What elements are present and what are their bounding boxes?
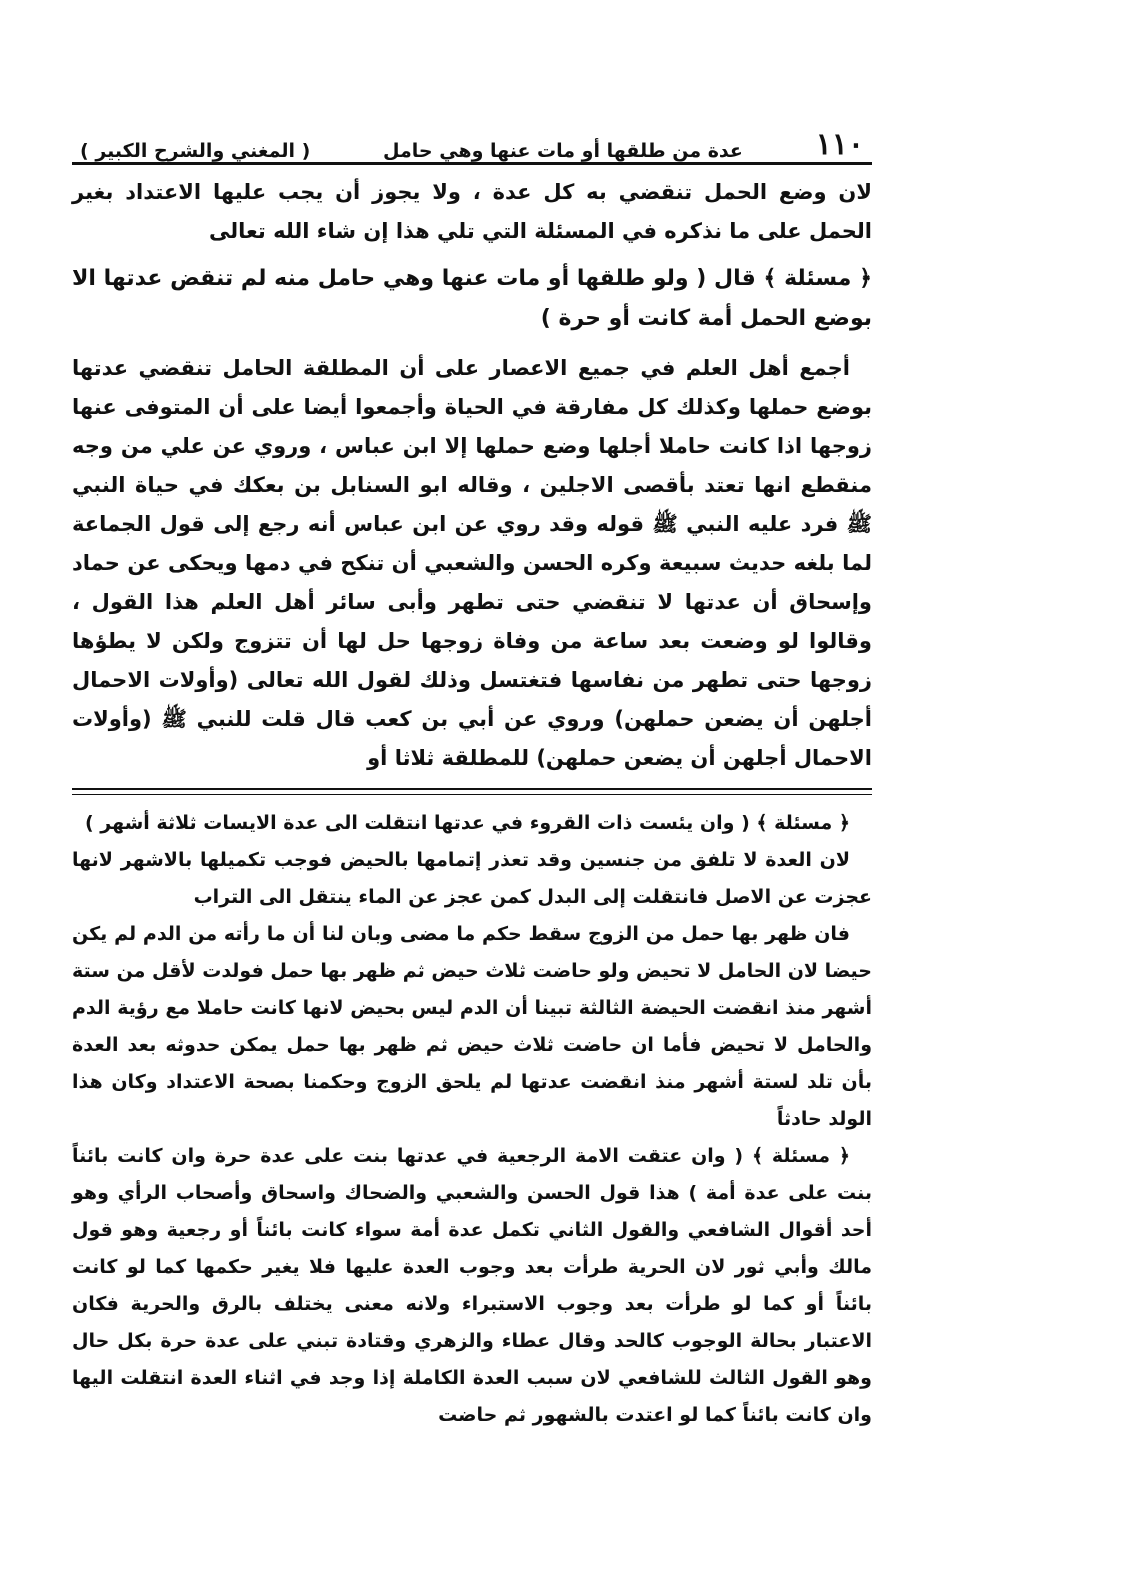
page-number: ١١٠ [815, 127, 864, 162]
lower-section [72, 795, 872, 1434]
paragraph-waiting-period: لان العدة لا تلفق من جنسين وقد تعذر إتمامها بالحيض فوجب تكميلها بالاشهر لانها عجزت عن الاصل فانتقلت إلى البدل كمن عجز عن الماء ينتقل الى التراب [72, 849, 872, 908]
chapter-title: عدة من طلقها أو مات عنها وهي حامل [383, 140, 743, 162]
paragraph-continuation: لان وضع الحمل تنقضي به كل عدة ، ولا يجوز أن يجب عليها الاعتداد بغير الحمل على ما نذكره في المسئلة التي تلي هذا إن شاء الله تعالى [72, 180, 872, 243]
paragraph-pregnancy: فان ظهر بها حمل من الزوج سقط حكم ما مضى وبان لنا أن ما رأته من الدم لم يكن حيضا لان الحامل لا تحيض ولو حاضت ثلاث حيض ثم ظهر بها حمل فولدت لأقل من ستة أشهر منذ انقضت الحيضة الثالثة تبينا أن الدم ليس بحيض لانها كانت حاملا مع رؤية الدم والحامل لا تحيض فأما ان حاضت ثلاث حيض ثم ظهر بها حمل يمكن حدوثه بعد العدة بأن تلد لستة أشهر منذ انقضت عدتها لم يلحق الزوج وحكمنا بصحة الاعتداد وكان هذا الولد حادثاً [72, 923, 872, 1130]
issue-heading-despair: ﴿ مسئلة ﴾ ( وان يئست ذات القروء في عدتها انتقلت الى عدة الايسات ثلاثة أشهر ) [84, 812, 850, 834]
issue-heading: ﴿ مسئلة ﴾ قال ( ولو طلقها أو مات عنها وهي حامل منه لم تنقض عدتها الا بوضع الحمل أمة كانت أو حرة ) [72, 266, 872, 331]
page-header [72, 118, 872, 165]
paragraph-consensus: أجمع أهل العلم في جميع الاعصار على أن المطلقة الحامل تنقضي عدتها بوضع حملها وكذلك كل مفارقة في الحياة وأجمعوا أيضا على أن المتوفى عنها زوجها اذا كانت حاملا أجلها وضع حملها إلا ابن عباس ، وروي عن علي من وجه منقطع انها تعتد بأقصى الاجلين ، وقاله ابو السنابل بن بعكك في حياة النبي ﷺ فرد عليه النبي ﷺ قوله وقد روي عن ابن عباس أنه رجع إلى قول الجماعة لما بلغه حديث سبيعة وكره الحسن والشعبي أن تنكح في دمها ويحكى عن حماد وإسحاق أن عدتها لا تنقضي حتى تطهر وأبى سائر أهل العلم هذا القول ، وقالوا لو وضعت بعد ساعة من وفاة زوجها حل لها أن تتزوج ولكن لا يطؤها زوجها حتى تطهر من نفاسها فتغتسل وذلك لقول الله تعالى (وأولات الاحمال أجلهن أن يضعن حملهن) وروي عن أبي بن كعب قال قلت للنبي ﷺ (وأولات الاحمال أجلهن أن يضعن حملهن) للمطلقة ثلاثا أو [72, 356, 872, 770]
book-page [72, 118, 872, 1434]
issue-heading-emancipation: ﴿ مسئلة ﴾ ( وان عتقت الامة الرجعية في عدتها بنت على عدة حرة وان كانت بائناً بنت على عدة أمة ) هذا قول الحسن والشعبي والضحاك واسحاق وأصحاب الرأي وهو أحد أقوال الشافعي والقول الثاني تكمل عدة أمة سواء كانت بائناً أو رجعية وهو قول مالك وأبي ثور لان الحرية طرأت بعد وجوب العدة عليها فلا يغير حكمها كما لو كانت بائناً أو كما لو طرأت بعد وجوب الاستبراء ولانه معنى يختلف بالرق والحرية فكان الاعتبار بحالة الوجوب كالحد وقال عطاء والزهري وقتادة تبني على عدة حرة بكل حال وهو القول الثالث للشافعي لان سبب العدة الكاملة إذا وجد في اثناء العدة انتقلت اليها وان كانت بائناً كما لو اعتدت بالشهور ثم حاضت [72, 1145, 872, 1426]
section-divider [72, 788, 872, 795]
upper-section [72, 165, 872, 778]
book-title: ( المغني والشرح الكبير ) [80, 140, 311, 162]
